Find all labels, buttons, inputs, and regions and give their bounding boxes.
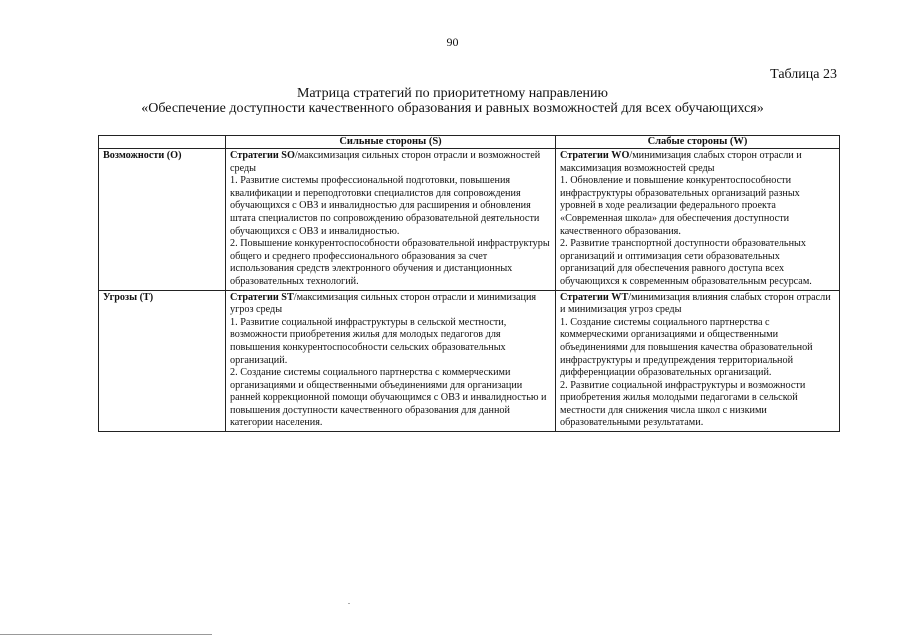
so-strategy-item-2: 2. Повышение конкурентоспособности образовательной инфраструктуры общего и среднего профессионального образования за счет использования средств электронного обучения и дистанционных образовательных технологий. — [230, 238, 550, 287]
wt-strategy-item-1: 1. Создание системы социального партнерства с коммерческими организациями и общественными объединениями для повышения качества образовательной инфраструктуры и предупреждения территориальной дифференциации образовательных организаций. — [560, 316, 813, 379]
wt-strategy-heading — [560, 292, 835, 317]
st-strategy-title: Стратегии ST — [230, 291, 294, 303]
wo-strategy-item-1: 1. Обновление и повышение конкурентоспособности инфраструктуры образовательных организаций разных уровней в ходе реализации федерального проекта «Современная школа» для обеспечения доступности качественного образования. — [560, 175, 800, 237]
st-strategy-item-1: 1. Развитие социальной инфраструктуры в сельской местности, возможности приобретения жилья для молодых педагогов для повышения конкурентоспособности сельских образовательных организаций. — [230, 316, 507, 366]
scan-speck — [348, 603, 350, 604]
so-strategy-title: Стратегии SO — [230, 150, 295, 161]
wo-strategy-subtitle: /минимизация слабых сторон отрасли и максимизация возможностей среды — [560, 150, 802, 174]
so-strategy-subtitle: /максимизация сильных сторон отрасли и возможностей среды — [230, 150, 541, 174]
wo-strategy-title: Стратегии WO — [560, 150, 630, 161]
cell-wt-strategies — [556, 290, 840, 432]
st-strategy-heading — [230, 292, 551, 317]
column-header-strengths: Сильные стороны (S) — [226, 136, 556, 149]
so-strategy-heading — [230, 150, 551, 175]
wo-strategy-item-2: 2. Развитие транспортной доступности образовательных организаций и оптимизация сети образовательных организаций для обеспечения равного доступа всех обучающихся к современным образовательным ресурсам. — [560, 238, 812, 287]
row-header-threats: Угрозы (Т) — [99, 290, 226, 432]
wt-strategy-title: Стратегии WT — [560, 291, 629, 303]
matrix-row-threats — [99, 290, 840, 432]
wt-strategy-item-2: 2. Развитие социальной инфраструктуры и возможности приобретения жилья молодыми педагогами в сельской местности для снижения числа школ с низкими образовательными результатами. — [560, 379, 806, 429]
st-strategy-subtitle: /максимизация сильных сторон отрасли и минимизация угроз среды — [230, 291, 537, 316]
matrix-header-row — [99, 136, 840, 149]
page-number: 90 — [446, 35, 459, 49]
table-label: Таблица 23 — [770, 67, 837, 82]
so-strategy-item-1: 1. Развитие системы профессиональной подготовки, повышения квалификации и переподготовки специалистов для сопровождения обучающихся с ОВЗ и инвалидностью для расширения и обновления штата специалистов по сопровождению образовательной деятельности обучающихся с ОВЗ и инвалидностью. — [230, 175, 540, 237]
cell-st-strategies — [226, 290, 556, 432]
table-title-line-2: «Обеспечение доступности качественного образования и равных возможностей для всех обучающихся» — [141, 101, 764, 116]
row-header-opportunities: Возможности (О) — [99, 149, 226, 291]
cell-wo-strategies — [556, 149, 840, 291]
matrix-corner-cell — [99, 136, 226, 149]
wo-strategy-heading — [560, 150, 835, 175]
column-header-weaknesses: Слабые стороны (W) — [556, 136, 840, 149]
st-strategy-item-2: 2. Создание системы социального партнерства с коммерческими организациями и общественными объединениями для организации ранней коррекционной помощи обучающимся с ОВЗ и инвалидностью и повышения доступности качественного образования для данной категории населения. — [230, 367, 547, 429]
cell-so-strategies — [226, 149, 556, 291]
bottom-scan-line — [0, 634, 212, 635]
table-title-line-1: Матрица стратегий по приоритетному направлению — [296, 86, 608, 101]
matrix-row-opportunities — [99, 149, 840, 291]
strategy-matrix-table — [98, 135, 840, 432]
wt-strategy-subtitle: /минимизация влияния слабых сторон отрасли и минимизация угроз среды — [560, 291, 831, 316]
